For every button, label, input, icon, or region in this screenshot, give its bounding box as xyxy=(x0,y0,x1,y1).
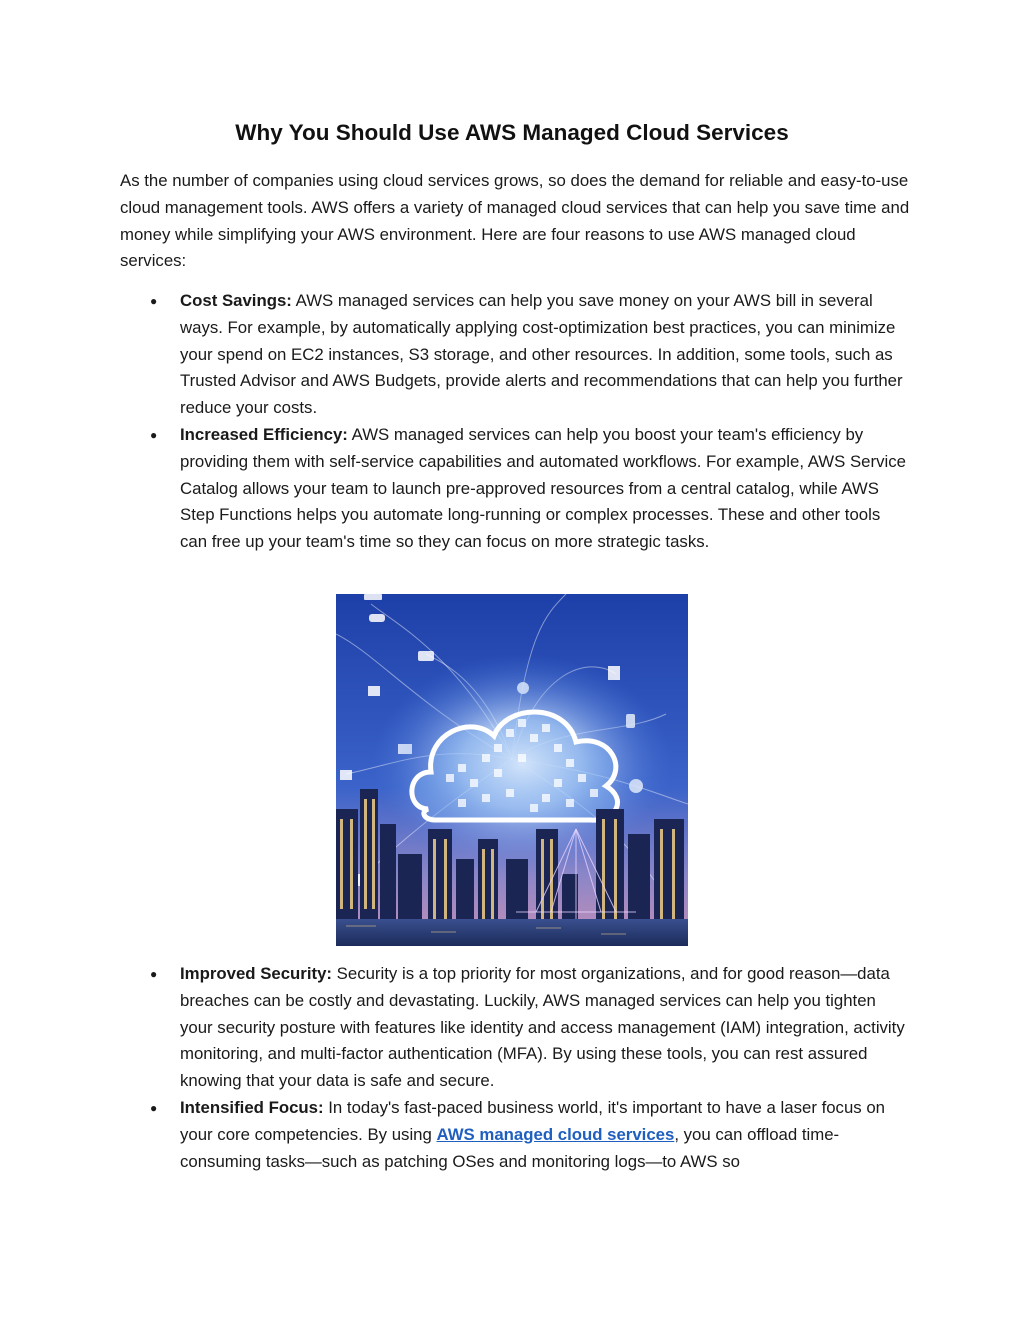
aws-managed-cloud-services-link[interactable]: AWS managed cloud services xyxy=(436,1124,675,1144)
reasons-list-top xyxy=(180,288,910,556)
item-heading: Improved Security: xyxy=(180,964,333,983)
reasons-list-bottom xyxy=(180,961,910,1175)
item-heading: Increased Efficiency: xyxy=(180,424,348,444)
item-text: Security is a top priority for most organizations, and for good reason—data breaches can be costly and devastating. Luckily, AWS managed services can help you tighten your security posture with features like identity and access management (IAM) integration, activity monitoring, and multi-factor authentication (MFA). By using these tools, you can rest assured knowing that your data is safe and secure. xyxy=(180,964,905,1091)
list-item-increased-efficiency xyxy=(180,422,910,556)
intro-paragraph: As the number of companies using cloud services grows, so does the demand for reliable and easy-to-use cloud management tools. AWS offers a variety of managed cloud services that can help you save time and money while simplifying your AWS environment. Here are four reasons to use AWS managed cloud services: xyxy=(120,171,910,271)
item-heading: Cost Savings: xyxy=(180,291,292,310)
item-heading: Intensified Focus: xyxy=(180,1097,324,1117)
item-text: AWS managed services can help you save money on your AWS bill in several ways. For example, by automatically applying cost-optimization best practices, you can minimize your spend on EC2 instances, S3 storage, and other resources. In addition, some tools, such as Trusted Advisor and AWS Budgets, provide alerts and recommendations that can help you further reduce your costs. xyxy=(180,291,903,418)
item-text: AWS managed services can help you boost your team's efficiency by providing them with self-service capabilities and automated workflows. For example, AWS Service Catalog allows your team to launch pre-approved resources from a central catalog, while AWS Step Functions helps you automate long-running or complex processes. These and other tools can free up your team's time so they can focus on more strategic tasks. xyxy=(180,424,906,552)
cloud-city-image xyxy=(336,594,688,946)
page-title: Why You Should Use AWS Managed Cloud Services xyxy=(235,120,789,145)
item-text-after: , you can offload time-consuming tasks—such as patching OSes and monitoring logs—to AWS so xyxy=(180,1124,840,1171)
item-text-before: In today's fast-paced business world, it's important to have a laser focus on your core competencies. By using xyxy=(180,1097,886,1144)
list-item-intensified-focus xyxy=(180,1095,910,1175)
list-item-improved-security xyxy=(180,961,910,1095)
list-item-cost-savings xyxy=(180,288,910,422)
